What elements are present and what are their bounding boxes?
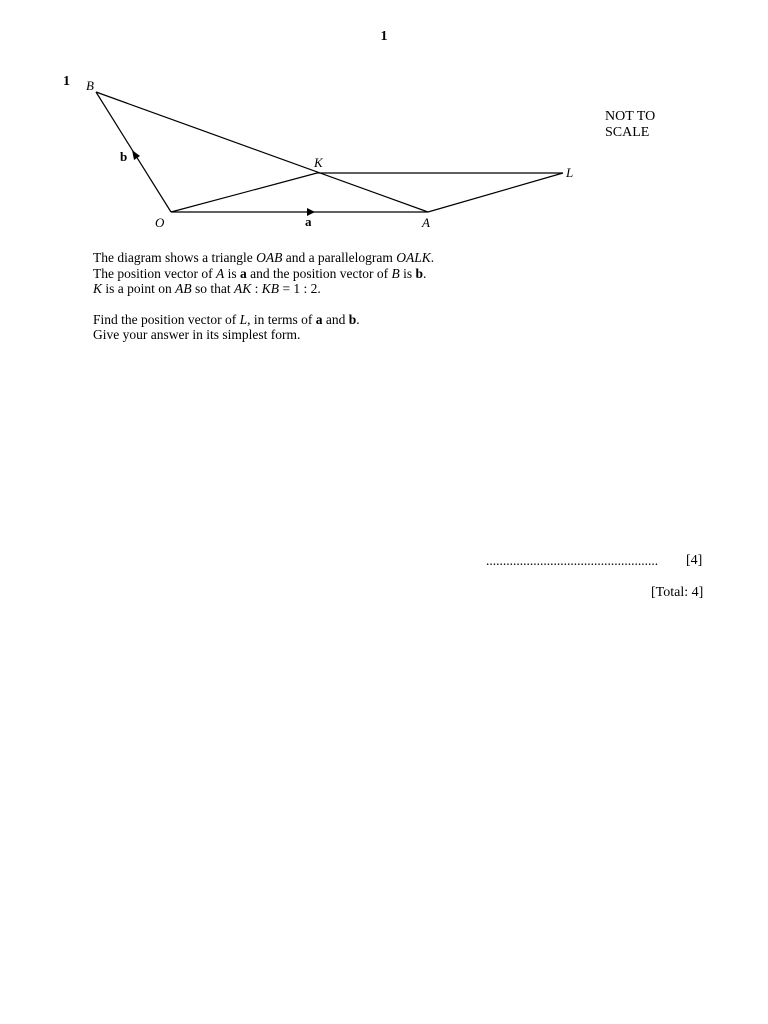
text-run: . [423, 265, 427, 281]
text-run: L [239, 311, 248, 327]
label-point-B: B [86, 78, 94, 93]
text-run: B [391, 265, 400, 281]
text-run: The position vector of [93, 265, 216, 281]
text-run: Give your answer in its simplest form. [93, 327, 301, 342]
page-number: 1 [380, 29, 388, 44]
segment-OK [171, 173, 317, 212]
label-vector-a: a [305, 214, 312, 229]
text-run: AK [234, 281, 252, 296]
question-line [93, 327, 434, 343]
text-run: : [251, 281, 262, 296]
text-run: b [348, 311, 357, 327]
text-run: and [322, 311, 349, 327]
segment-BA [96, 92, 428, 212]
text-run: KB [261, 281, 280, 296]
text-run: is a point on [102, 281, 176, 296]
text-run: b [415, 265, 423, 281]
text-run: Find the position vector of [93, 311, 240, 327]
not-to-scale-line-2: SCALE [605, 125, 650, 140]
question-line [93, 281, 434, 297]
text-run: . [430, 250, 435, 265]
paragraph-gap [93, 297, 434, 312]
text-run: OALK [396, 250, 431, 265]
text-run: OAB [256, 250, 283, 265]
answer-line[interactable]: ................................................... [486, 553, 659, 568]
label-point-A: A [422, 215, 430, 230]
text-run: AB [175, 281, 192, 296]
segment-AL [428, 173, 563, 212]
text-run: so that [191, 281, 235, 296]
text-run: is [224, 265, 240, 281]
not-to-scale-line-1: NOT TO [605, 109, 656, 124]
label-point-O: O [155, 215, 165, 230]
text-run: A [215, 265, 225, 281]
question-line [93, 250, 434, 266]
marks-label: [4] [686, 553, 703, 568]
text-run: K [93, 281, 103, 296]
text-run: . [356, 311, 360, 327]
text-run: The diagram shows a triangle [93, 250, 257, 265]
not-to-scale-note [605, 109, 655, 141]
label-point-K: K [314, 155, 323, 170]
text-run: a [315, 311, 323, 327]
total-marks-label: [Total: 4] [651, 585, 704, 600]
text-run: = 1 : 2. [279, 281, 321, 296]
text-run: a [240, 265, 247, 281]
question-line [93, 312, 434, 328]
text-run: and the position vector of [246, 265, 392, 281]
text-run: is [399, 265, 416, 281]
question-text [93, 250, 434, 343]
label-vector-b: b [120, 149, 128, 164]
question-number: 1 [63, 74, 70, 89]
text-run: and a parallelogram [282, 250, 397, 265]
arrow-b-icon [132, 150, 140, 160]
label-point-L: L [566, 165, 574, 180]
text-run: , in terms of [247, 311, 316, 327]
question-line [93, 266, 434, 282]
